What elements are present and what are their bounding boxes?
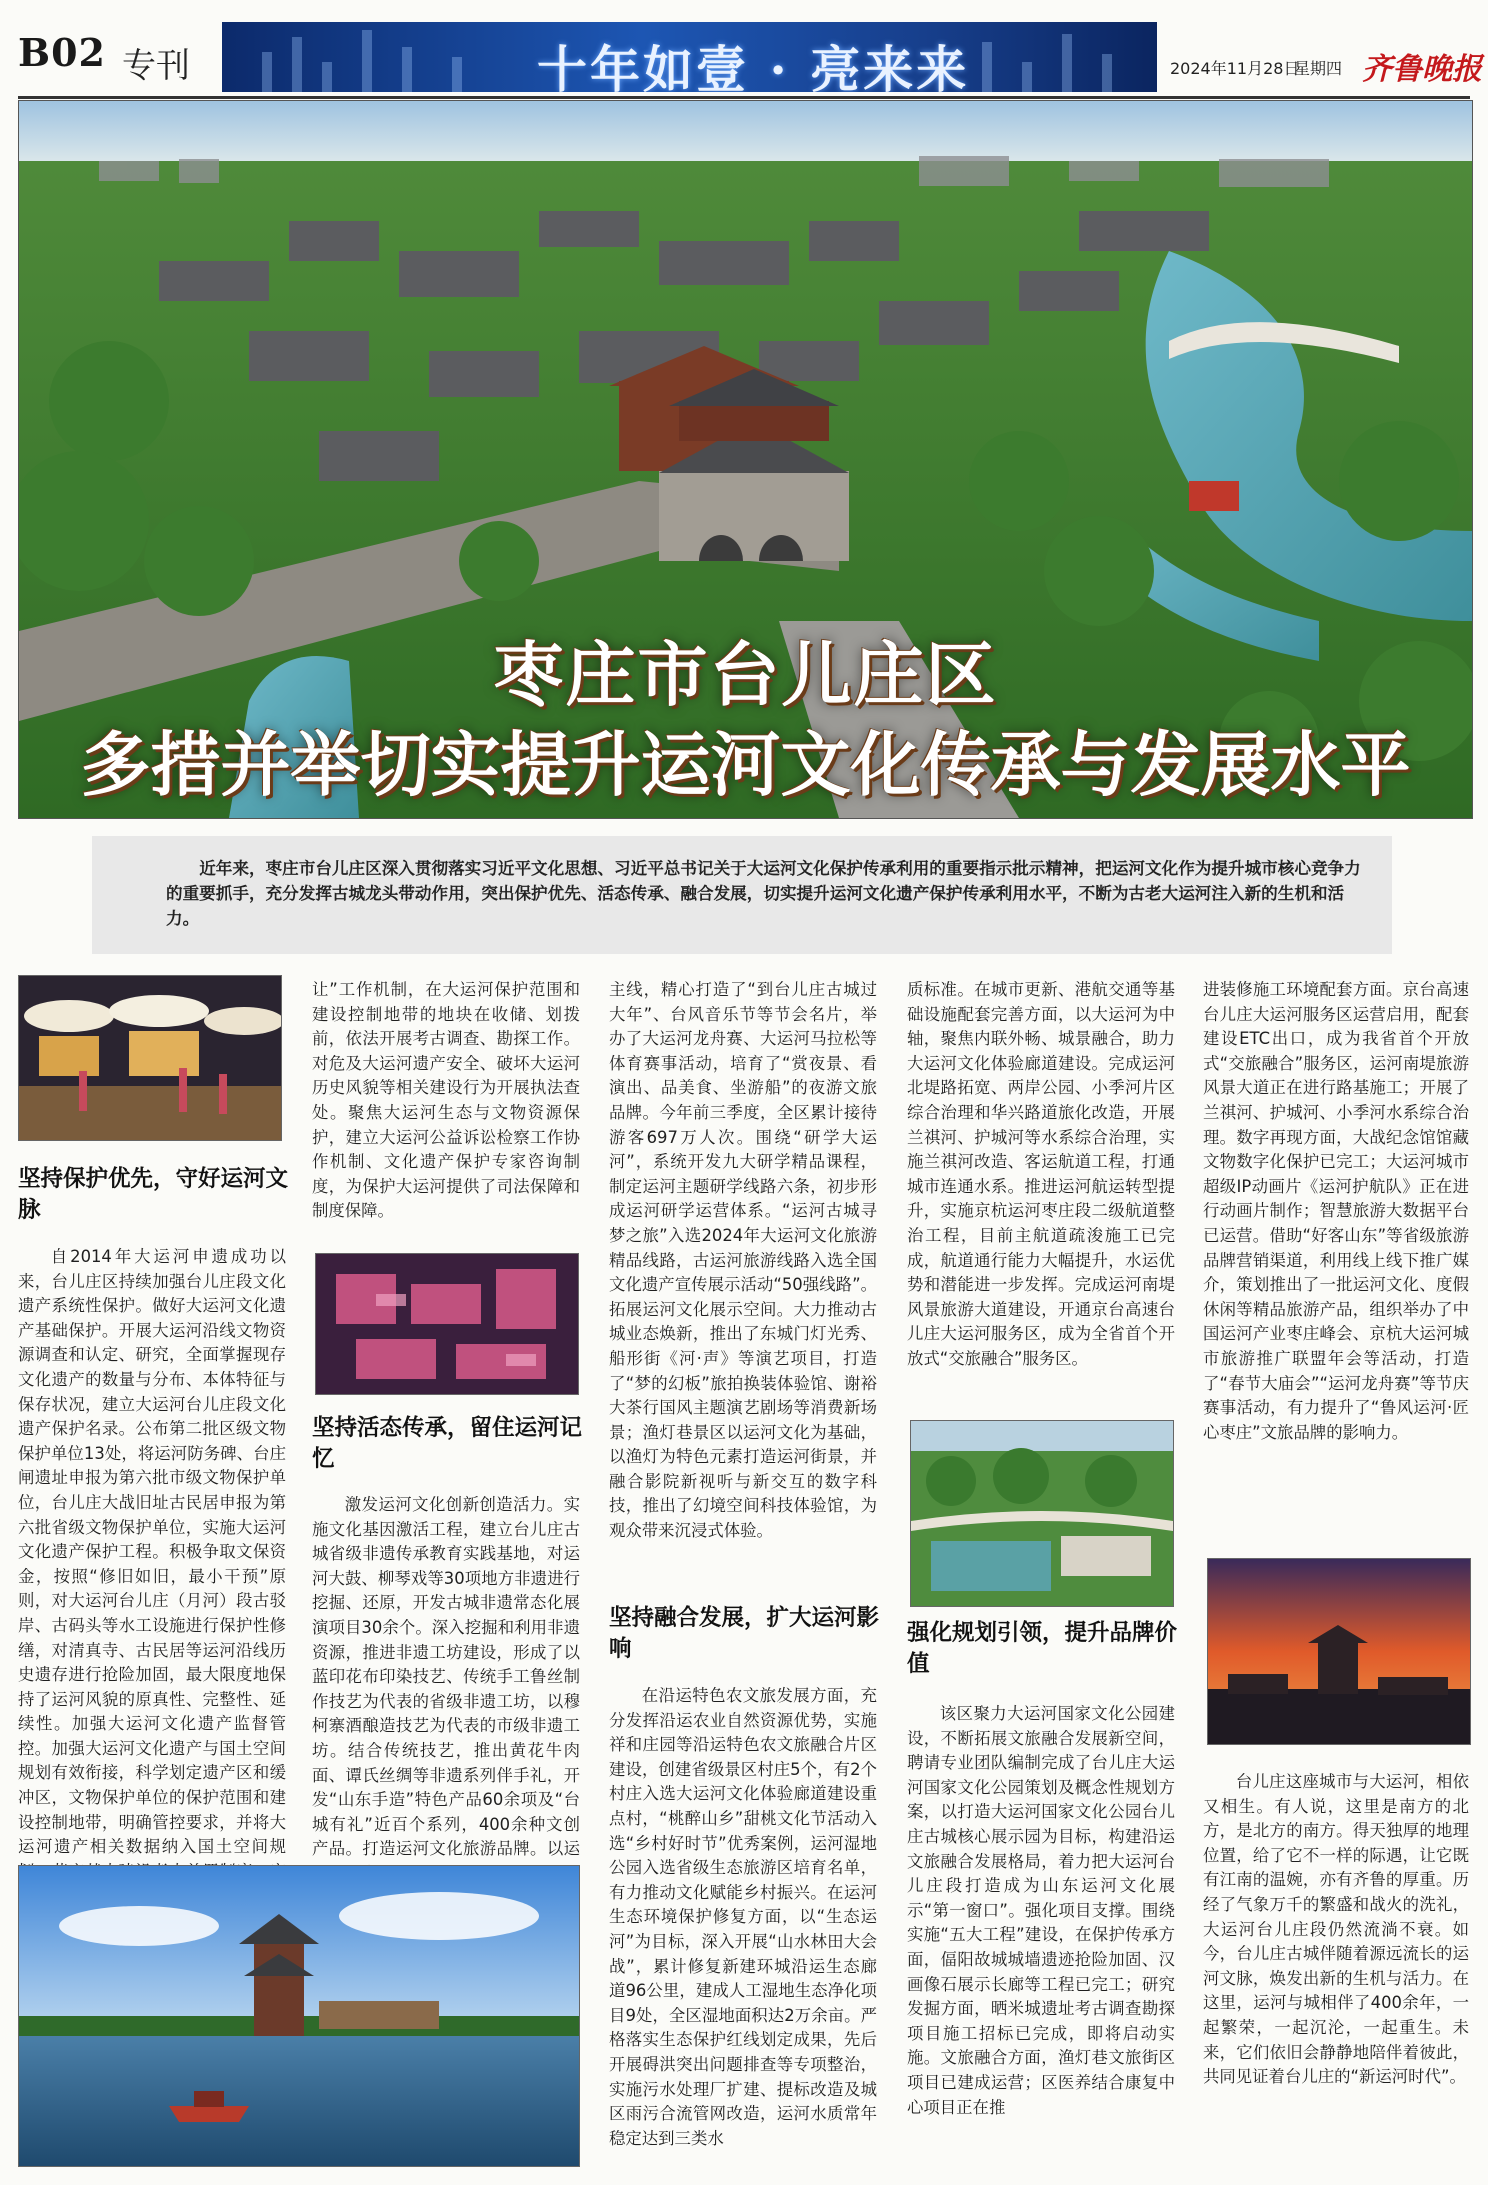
headline-line-2: 多措并举切实提升运河文化传承与发展水平 xyxy=(80,723,1411,806)
section-3-heading: 坚持融合发展，扩大运河影响 xyxy=(609,1605,880,1662)
section-4-text-continued: 进装修施工环境配套方面。京台高速台儿庄大运河服务区运营启用，配套建设ETC出口，成为我省首个开放式“交旅融合”服务区，运河南堤旅游风景大道正在进行路基施工；开展了兰祺河、护城河、小季河水系综合治理。数字再现方面，大战纪念馆馆藏文物数字化保护已完工；大运河城市超级IP动画片《运河护航队》正在进行动画片制作；智慧旅游大数据平台已运营。借助“好客山东”等省级旅游品牌营销渠道，利用线上线下推广媒介，策划推出了一批运河文化、度假休闲等精品旅游产品，组织举办了中国运河产业枣庄峰会、京杭大运河城市旅游推广联盟年会等活动，打造了“春节大庙会”“运河龙舟赛”等节庆赛事活动，有力提升了“鲁风运河·匠心枣庄”文旅品牌的影响力。 xyxy=(1203,980,1469,1442)
section-4-body xyxy=(907,1702,1175,2120)
photo-sunset-ancient-city xyxy=(1207,1558,1471,1745)
photo-dyed-fabric xyxy=(315,1253,579,1395)
lead-paragraph xyxy=(92,836,1392,954)
section-2-body xyxy=(312,1493,580,1887)
section-2-text-continued: 主线，精心打造了“到台儿庄古城过大年”、台风音乐节等节会名片，举办了大运河龙舟赛、大运河马拉松等体育赛事活动，培育了“赏夜景、看演出、品美食、坐游船”的夜游文旅品牌。今年前三季度，全区累计接待游客697万人次。围绕“研学大运河”，系统开发九大研学精品课程，制定运河主题研学线路六条，初步形成运河研学运营体系。“运河古城寻梦之旅”入选2024年大运河文化旅游精品线路，古运河旅游线路入选全国文化遗产宣传展示活动“50强线路”。拓展运河文化展示空间。大力推动古城业态焕新，推出了东城门灯光秀、船形街《河·声》等演艺项目，打造了“梦的幻板”旅拍换装体验馆、谢裕大茶行国风主题演艺剧场等消费新场景；渔灯巷景区以运河文化为基础，以渔灯为特色元素打造运河街景，并融合影院新视听与新交互的数字科技，推出了幻境空间科技体验馆，为观众带来沉浸式体验。 xyxy=(609,980,877,1541)
header-banner xyxy=(222,22,1157,92)
photo-riverside-park xyxy=(910,1420,1174,1607)
lead-text: 近年来，枣庄市台儿庄区深入贯彻落实习近平文化思想、习近平总书记关于大运河文化保护传承利用的重要指示批示精神，把运河文化作为提升城市核心竞争力的重要抓手，充分发挥古城龙头带动作用，突出保护优先、活态传承、融合发展，切实提升运河文化遗产保护传承利用水平，不断为古老大运河注入新的生机和活力。 xyxy=(166,859,1361,928)
section-3-text: 在沿运特色农文旅发展方面，充分发挥沿运农业自然资源优势，实施祥和庄园等沿运特色农文旅融合片区建设，创建省级景区村庄5个，有2个村庄入选大运河文化体验廊道建设重点村，“桃醉山乡”甜桃文化节活动入选“乡村好时节”优秀案例，运河湿地公园入选省级生态旅游区培育名单，有力推动文化赋能乡村振兴。在运河生态环境保护修复方面，以“生态运河”为目标，深入开展“山水林田大会战”，累计修复新建环城沿运生态廊道96公里，建成人工湿地生态净化项目9处，全区湿地面积达2万余亩。严格落实生态保护红线划定成果，先后开展碍洪突出问题排查等专项整治，实施污水处理厂扩建、提标改造及城区雨污合流管网改造，运河水质常年稳定达到三类水 xyxy=(609,1686,877,2148)
photo-canal-tower xyxy=(18,1865,580,2167)
section-2-body-continued xyxy=(609,978,877,1544)
section-3-body xyxy=(609,1684,877,2151)
closing-paragraph xyxy=(1203,1770,1469,2090)
section-1-text-continued: 让”工作机制，在大运河保护范围和建设控制地带的地块在收储、划拨前，依法开展考古调查、勘探工作。对危及大运河遗产安全、破坏大运河历史风貌等相关建设行为开展执法查处。聚焦大运河生态与文物资源保护，建立大运河公益诉讼检察工作协作机制、文化遗产保护专家咨询制度，为保护大运河提供了司法保障和制度保障。 xyxy=(312,980,580,1221)
photo-night-market xyxy=(18,975,282,1141)
section-1-heading: 坚持保护优先，守好运河文脉 xyxy=(18,1166,289,1223)
section-4-body-continued xyxy=(1203,978,1469,1445)
section-1-body-continued xyxy=(312,978,580,1224)
headline-line-1: 枣庄市台儿庄区 xyxy=(493,633,998,716)
section-4-text: 该区聚力大运河国家文化公园建设，不断拓展文旅融合发展新空间，聘请专业团队编制完成了台儿庄大运河国家文化公园策划及概念性规划方案，以打造大运河国家文化公园台儿庄古城核心展示园为目标，构建沿运文旅融合发展格局，着力把大运河台儿庄段打造成为山东运河文化展示“第一窗口”。强化项目支撑。围绕实施“五大工程”建设，在保护传承方面，偪阳故城城墙遗迹抢险加固、汉画像石展示长廊等工程已完工；研究发掘方面，晒米城遗址考古调查勘探项目施工招标已完成，即将启动实施。文旅融合方面，渔灯巷文旅街区项目已建成运营；区医养结合康复中心项目正在推 xyxy=(907,1704,1175,2117)
issue-weekday: 星期四 xyxy=(1294,59,1343,78)
section-1-body xyxy=(18,1245,286,1909)
page-number: B02 xyxy=(18,30,106,75)
section-3-body-continued xyxy=(907,978,1175,1372)
header-rule xyxy=(18,96,1470,99)
hero-photo xyxy=(18,100,1473,819)
section-2-text: 激发运河文化创新创造活力。实施文化基因激活工程，建立台儿庄古城省级非遗传承教育实践基地，对运河大鼓、柳琴戏等30项地方非遗进行挖掘、还原，开发古城非遗常态化展演项目30余个。深入挖掘和利用非遗资源，推进非遗工坊建设，形成了以蓝印花布印染技艺、传统手工鲁丝制作技艺为代表的省级非遗工坊，以穆柯寨酒酿造技艺为代表的市级非遗工坊。结合传统技艺，推出黄花牛肉面、谭氏丝绸等非遗系列伴手礼，开发“山东手造”特色产品60余项及“台城有礼”近百个系列，400余种文创产品。打造运河文化旅游品牌。以运 xyxy=(312,1495,580,1859)
section-4-heading: 强化规划引领，提升品牌价值 xyxy=(907,1620,1178,1677)
newspaper-logo: 齐鲁晚报 xyxy=(1362,52,1482,87)
closing-text: 台儿庄这座城市与大运河，相依又相生。有人说，这里是南方的北方，是北方的南方。得天独厚的地理位置，给了它不一样的际遇，让它既有江南的温婉，亦有齐鲁的厚重。历经了气象万千的繁盛和战火的洗礼，大运河台儿庄段仍然流淌不衰。如今，台儿庄古城伴随着源远流长的运河文脉，焕发出新的生机与活力。在这里，运河与城相伴了400余年，一起繁荣，一起沉沦，一起重生。未来，它们依旧会静静地陪伴着彼此，共同见证着台儿庄的“新运河时代”。 xyxy=(1203,1772,1469,2087)
section-3-text-continued: 质标准。在城市更新、港航交通等基础设施配套完善方面，以大运河为中轴，聚焦内联外畅、城景融合，助力大运河文化体验廊道建设。完成运河北堤路拓宽、两岸公园、小季河片区综合治理和华兴路道旅化改造，开展兰祺河、护城河等水系综合治理，实施兰祺河改造、客运航道工程，打通城市连通水系。推进运河航运转型提升，实施京杭运河枣庄段二级航道整治工程，目前主航道疏浚施工已完成，航道通行能力大幅提升，水运优势和潜能进一步发挥。完成运河南堤风景旅游大道建设，开通京台高速台儿庄大运河服务区，成为全省首个开放式“交旅融合”服务区。 xyxy=(907,980,1175,1368)
issue-date: 2024年11月28日 xyxy=(1170,59,1300,78)
section-2-heading: 坚持活态传承，留住运河记忆 xyxy=(312,1415,583,1472)
section-name: 专刊 xyxy=(122,46,190,86)
banner-slogan: 十年如壹 · 亮来来 xyxy=(537,40,970,92)
section-1-text: 自2014年大运河申遗成功以来，台儿庄区持续加强台儿庄段文化遗产系统性保护。做好大运河文化遗产基础保护。开展大运河沿线文物资源调查和认定、研究，全面掌握现存文化遗产的数量与分布、本体特征与保存状况，建立大运河台儿庄段文化遗产保护名录。公布第二批区级文物保护单位13处，将运河防务碑、台庄闸遗址申报为第六批市级文物保护单位，台儿庄大战旧址古民居申报为第六批省级文物保护单位，实施大运河文化遗产保护工程。积极争取文保资金，按照“修旧如旧，最小干预”原则，对大运河台儿庄（月河）段古驳岸、古码头等水工设施进行保护性修缮，对清真寺、古民居等运河沿线历史遗存进行抢险加固，最大限度地保持了运河风貌的原真性、完整性、延续性。加强大运河文化遗产监督管控。加强大运河文化遗产与国土空间规划有效衔接，科学划定遗产区和缓冲区，文物保护单位的保护范围和建设控制地带，明确管控要求，并将大运河遗产相关数据纳入国土空间规 xyxy=(18,1247,286,1857)
